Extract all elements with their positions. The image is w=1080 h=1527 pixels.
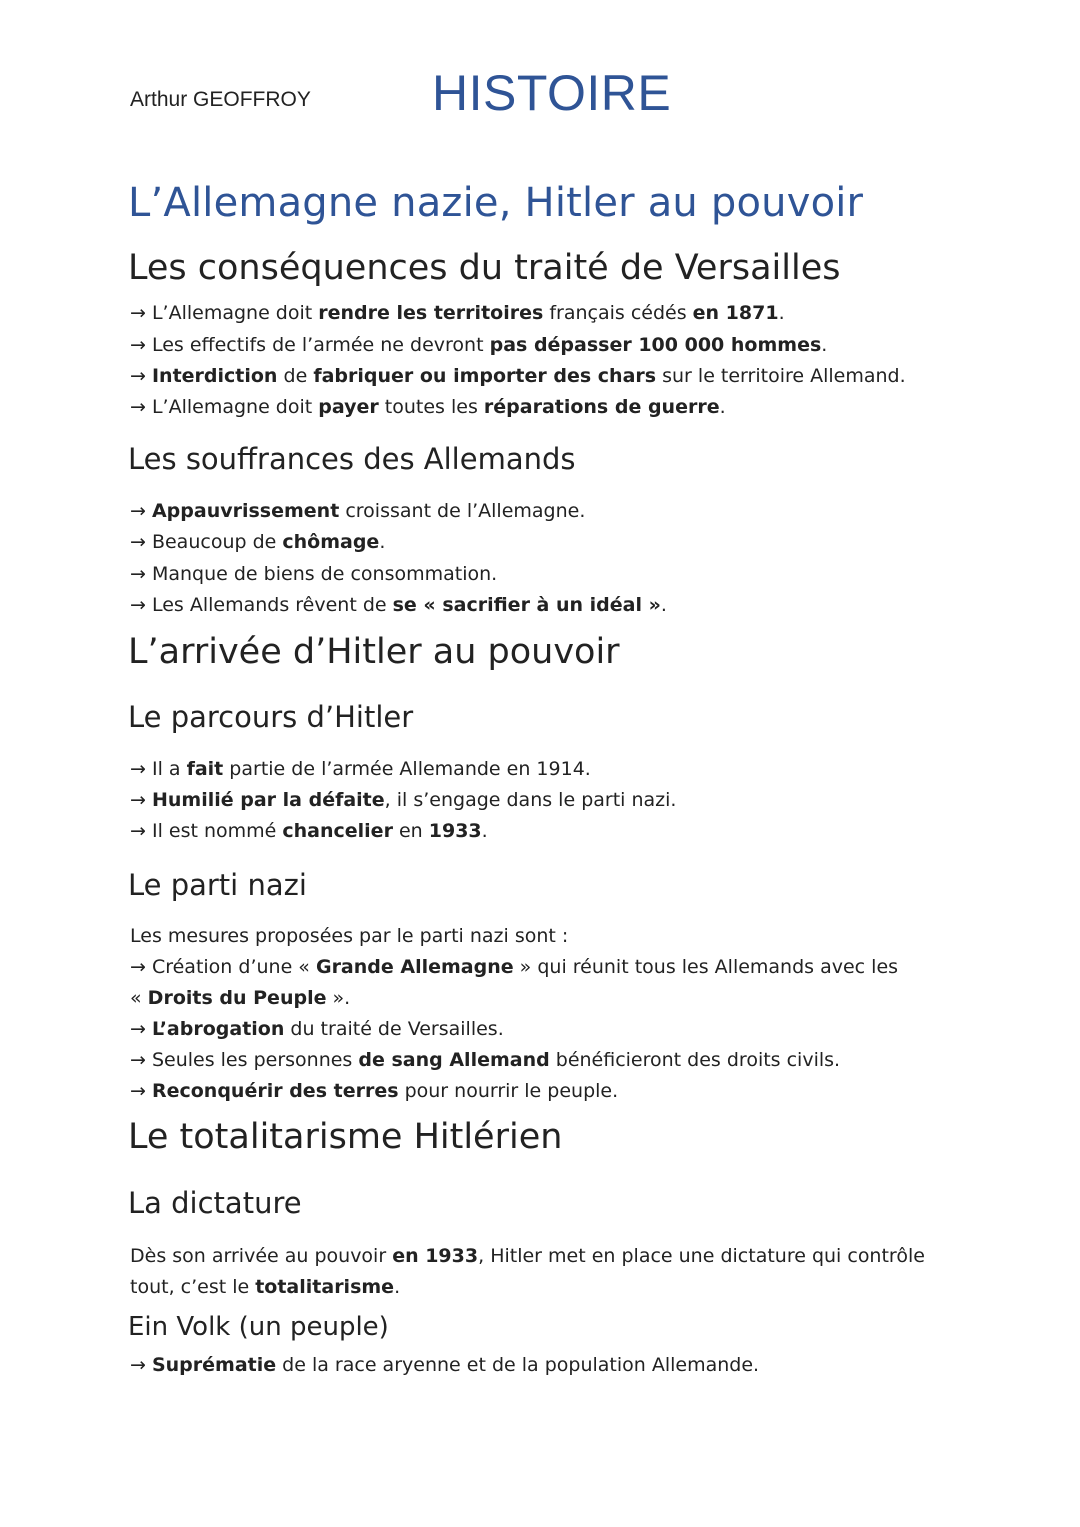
text-segment: → (130, 1018, 152, 1040)
text-segment: → (130, 500, 152, 522)
text-segment: pour nourrir le peuple. (398, 1080, 619, 1102)
subsection-heading-parti-nazi: Le parti nazi (128, 868, 307, 902)
bold-text: pas dépasser 100 000 hommes (489, 334, 822, 356)
bold-text: Grande Allemagne (315, 956, 514, 978)
text-segment: de (277, 365, 314, 387)
text-segment: en (392, 820, 429, 842)
text-segment: . (481, 820, 488, 842)
bold-text: L’abrogation (151, 1018, 285, 1040)
text-segment: ». (326, 987, 351, 1009)
text-line (130, 334, 827, 356)
text-segment: . (719, 396, 726, 418)
text-segment: . (778, 302, 785, 324)
text-segment: → Les effectifs de l’armée ne devront (130, 334, 490, 356)
text-line (130, 500, 585, 522)
text-line (130, 365, 906, 387)
text-line (130, 1276, 400, 1298)
text-segment: → Seules les personnes (130, 1049, 359, 1071)
text-line (130, 758, 591, 780)
text-segment: → (130, 789, 152, 811)
text-segment: toutes les (378, 396, 484, 418)
subsection-heading-dictature: La dictature (128, 1186, 302, 1220)
text-segment: Dès son arrivée au pouvoir (130, 1245, 393, 1267)
section-heading-souffrances: Les souffrances des Allemands (128, 442, 576, 476)
text-segment: tout, c’est le (130, 1276, 256, 1298)
text-line (130, 925, 568, 947)
text-segment: de la race aryenne et de la population Allemande. (276, 1354, 760, 1376)
section-heading-totalitarisme: Le totalitarisme Hitlérien (128, 1117, 563, 1157)
text-line (130, 531, 385, 553)
text-segment: . (660, 594, 667, 616)
text-line (130, 594, 667, 616)
text-segment: → (130, 1080, 152, 1102)
bold-text: 1933 (428, 820, 482, 842)
bold-text: Interdiction (151, 365, 278, 387)
text-segment: . (379, 531, 386, 553)
text-segment: , il s’engage dans le parti nazi. (384, 789, 677, 811)
text-segment: » qui réunit tous les Allemands avec les (513, 956, 899, 978)
text-segment: → Beaucoup de (130, 531, 283, 553)
bold-text: en 1933 (392, 1245, 479, 1267)
text-segment: du traité de Versailles. (284, 1018, 504, 1040)
text-line (130, 302, 785, 324)
text-segment: français cédés (543, 302, 693, 324)
text-segment: partie de l’armée Allemande en 1914. (223, 758, 591, 780)
text-segment: , Hitler met en place une dictature qui contrôle (478, 1245, 925, 1267)
text-segment: → L’Allemagne doit (130, 302, 319, 324)
section-heading-versailles: Les conséquences du traité de Versailles (128, 248, 841, 288)
bold-text: se « sacrifier à un idéal » (392, 594, 661, 616)
bold-text: chômage (282, 531, 380, 553)
bold-text: de sang Allemand (358, 1049, 550, 1071)
text-line (130, 820, 488, 842)
text-segment: . (394, 1276, 401, 1298)
text-line (130, 1354, 759, 1376)
text-segment: → L’Allemagne doit (130, 396, 319, 418)
bold-text: fait (186, 758, 224, 780)
bold-text: en 1871 (692, 302, 779, 324)
text-line (130, 987, 350, 1009)
bold-text: totalitarisme (255, 1276, 395, 1298)
bold-text: Droits du Peuple (147, 987, 327, 1009)
subsection-heading-parcours: Le parcours d’Hitler (128, 700, 414, 734)
bold-text: rendre les territoires (318, 302, 544, 324)
bold-text: réparations de guerre (483, 396, 720, 418)
bold-text: Appauvrissement (151, 500, 340, 522)
bold-text: payer (318, 396, 379, 418)
text-line (130, 563, 497, 585)
text-segment: → (130, 365, 152, 387)
text-segment: → Manque de biens de consommation. (130, 563, 498, 585)
text-segment: Les mesures proposées par le parti nazi sont : (130, 925, 569, 947)
section-heading-arrivee: L’arrivée d’Hitler au pouvoir (128, 632, 620, 672)
text-line (130, 1245, 925, 1267)
text-segment: « (130, 987, 148, 1009)
text-segment: → Création d’une « (130, 956, 316, 978)
text-segment: sur le territoire Allemand. (656, 365, 906, 387)
text-line (130, 1018, 504, 1040)
text-line (130, 1049, 840, 1071)
subject-title: HISTOIRE (432, 65, 672, 121)
bold-text: chancelier (282, 820, 393, 842)
subsection-heading-ein-volk: Ein Volk (un peuple) (128, 1312, 389, 1342)
text-segment: . (821, 334, 828, 356)
text-segment: → Les Allemands rêvent de (130, 594, 393, 616)
text-segment: bénéficieront des droits civils. (549, 1049, 841, 1071)
bold-text: fabriquer ou importer des chars (313, 365, 657, 387)
document-title: L’Allemagne nazie, Hitler au pouvoir (128, 180, 864, 226)
author-name: Arthur GEOFFROY (130, 88, 311, 111)
bold-text: Suprématie (151, 1354, 277, 1376)
text-line (130, 789, 676, 811)
text-line (130, 396, 726, 418)
text-segment: → (130, 1354, 152, 1376)
bold-text: Humilié par la défaite (151, 789, 385, 811)
text-segment: croissant de l’Allemagne. (339, 500, 586, 522)
text-line (130, 956, 898, 978)
text-segment: → Il est nommé (130, 820, 283, 842)
bold-text: Reconquérir des terres (151, 1080, 399, 1102)
text-segment: → Il a (130, 758, 187, 780)
text-line (130, 1080, 618, 1102)
